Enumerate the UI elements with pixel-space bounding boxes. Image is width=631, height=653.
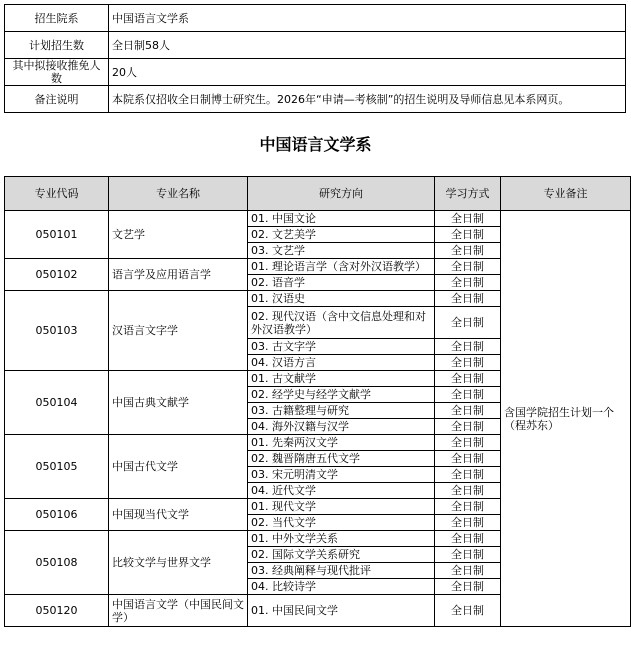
study-mode: 全日制 — [435, 531, 501, 547]
study-mode: 全日制 — [435, 371, 501, 387]
major-code: 050101 — [5, 211, 109, 259]
study-mode: 全日制 — [435, 467, 501, 483]
page-title: 中国语言文学系 — [259, 135, 372, 154]
research-direction: 02. 当代文学 — [248, 515, 435, 531]
major-name: 中国古代文学 — [109, 435, 248, 499]
research-direction: 01. 现代文学 — [248, 499, 435, 515]
header-code: 专业代码 — [5, 177, 109, 211]
info-row — [5, 86, 626, 113]
header-note: 专业备注 — [501, 177, 631, 211]
study-mode: 全日制 — [435, 499, 501, 515]
study-mode: 全日制 — [435, 243, 501, 259]
info-value: 20人 — [109, 59, 626, 86]
research-direction: 03. 古文字学 — [248, 339, 435, 355]
info-value: 全日制58人 — [109, 32, 626, 59]
info-key: 备注说明 — [5, 86, 109, 113]
research-direction: 04. 海外汉籍与汉学 — [248, 419, 435, 435]
research-direction: 03. 经典阐释与现代批评 — [248, 563, 435, 579]
study-mode: 全日制 — [435, 339, 501, 355]
research-direction: 01. 汉语史 — [248, 291, 435, 307]
info-table — [4, 4, 626, 113]
major-code: 050108 — [5, 531, 109, 595]
study-mode: 全日制 — [435, 307, 501, 339]
research-direction: 04. 近代文学 — [248, 483, 435, 499]
info-row — [5, 59, 626, 86]
header-name: 专业名称 — [109, 177, 248, 211]
study-mode: 全日制 — [435, 227, 501, 243]
research-direction: 02. 语音学 — [248, 275, 435, 291]
major-table — [4, 176, 631, 627]
research-direction: 01. 理论语言学（含对外汉语教学） — [248, 259, 435, 275]
research-direction: 02. 现代汉语（含中文信息处理和对外汉语教学） — [248, 307, 435, 339]
study-mode: 全日制 — [435, 419, 501, 435]
research-direction: 03. 文艺学 — [248, 243, 435, 259]
study-mode: 全日制 — [435, 451, 501, 467]
research-direction: 03. 宋元明清文学 — [248, 467, 435, 483]
research-direction: 02. 国际文学关系研究 — [248, 547, 435, 563]
study-mode: 全日制 — [435, 483, 501, 499]
table-row — [5, 211, 631, 227]
research-direction: 04. 汉语方言 — [248, 355, 435, 371]
study-mode: 全日制 — [435, 211, 501, 227]
major-body — [5, 211, 631, 627]
study-mode: 全日制 — [435, 403, 501, 419]
research-direction: 01. 先秦两汉文学 — [248, 435, 435, 451]
research-direction: 01. 中国民间文学 — [248, 595, 435, 627]
major-code: 050103 — [5, 291, 109, 371]
research-direction: 01. 古文献学 — [248, 371, 435, 387]
info-row — [5, 32, 626, 59]
research-direction: 02. 文艺美学 — [248, 227, 435, 243]
study-mode: 全日制 — [435, 579, 501, 595]
study-mode: 全日制 — [435, 275, 501, 291]
study-mode: 全日制 — [435, 515, 501, 531]
major-name: 文艺学 — [109, 211, 248, 259]
study-mode: 全日制 — [435, 595, 501, 627]
study-mode: 全日制 — [435, 387, 501, 403]
info-row — [5, 5, 626, 32]
info-key: 招生院系 — [5, 5, 109, 32]
research-direction: 01. 中外文学关系 — [248, 531, 435, 547]
study-mode: 全日制 — [435, 355, 501, 371]
major-name: 语言学及应用语言学 — [109, 259, 248, 291]
study-mode: 全日制 — [435, 435, 501, 451]
research-direction: 03. 古籍整理与研究 — [248, 403, 435, 419]
info-key: 其中拟接收推免人数 — [5, 59, 109, 86]
major-name: 汉语言文字学 — [109, 291, 248, 371]
research-direction: 01. 中国文论 — [248, 211, 435, 227]
header-mode: 学习方式 — [435, 177, 501, 211]
major-name: 中国古典文献学 — [109, 371, 248, 435]
major-code: 050105 — [5, 435, 109, 499]
table-header-row — [5, 177, 631, 211]
study-mode: 全日制 — [435, 547, 501, 563]
info-key: 计划招生数 — [5, 32, 109, 59]
major-note: 含国学院招生计划一个（程苏东） — [501, 211, 631, 627]
study-mode: 全日制 — [435, 563, 501, 579]
info-value: 本院系仅招收全日制博士研究生。2026年“申请—考核制”的招生说明及导师信息见本系网页。 — [109, 86, 626, 113]
major-name: 中国现当代文学 — [109, 499, 248, 531]
major-code: 050102 — [5, 259, 109, 291]
major-name: 比较文学与世界文学 — [109, 531, 248, 595]
study-mode: 全日制 — [435, 259, 501, 275]
info-value: 中国语言文学系 — [109, 5, 626, 32]
header-direction: 研究方向 — [248, 177, 435, 211]
major-code: 050104 — [5, 371, 109, 435]
research-direction: 02. 魏晋隋唐五代文学 — [248, 451, 435, 467]
major-code: 050106 — [5, 499, 109, 531]
major-name: 中国语言文学（中国民间文学） — [109, 595, 248, 627]
major-code: 050120 — [5, 595, 109, 627]
research-direction: 02. 经学史与经学文献学 — [248, 387, 435, 403]
study-mode: 全日制 — [435, 291, 501, 307]
research-direction: 04. 比较诗学 — [248, 579, 435, 595]
